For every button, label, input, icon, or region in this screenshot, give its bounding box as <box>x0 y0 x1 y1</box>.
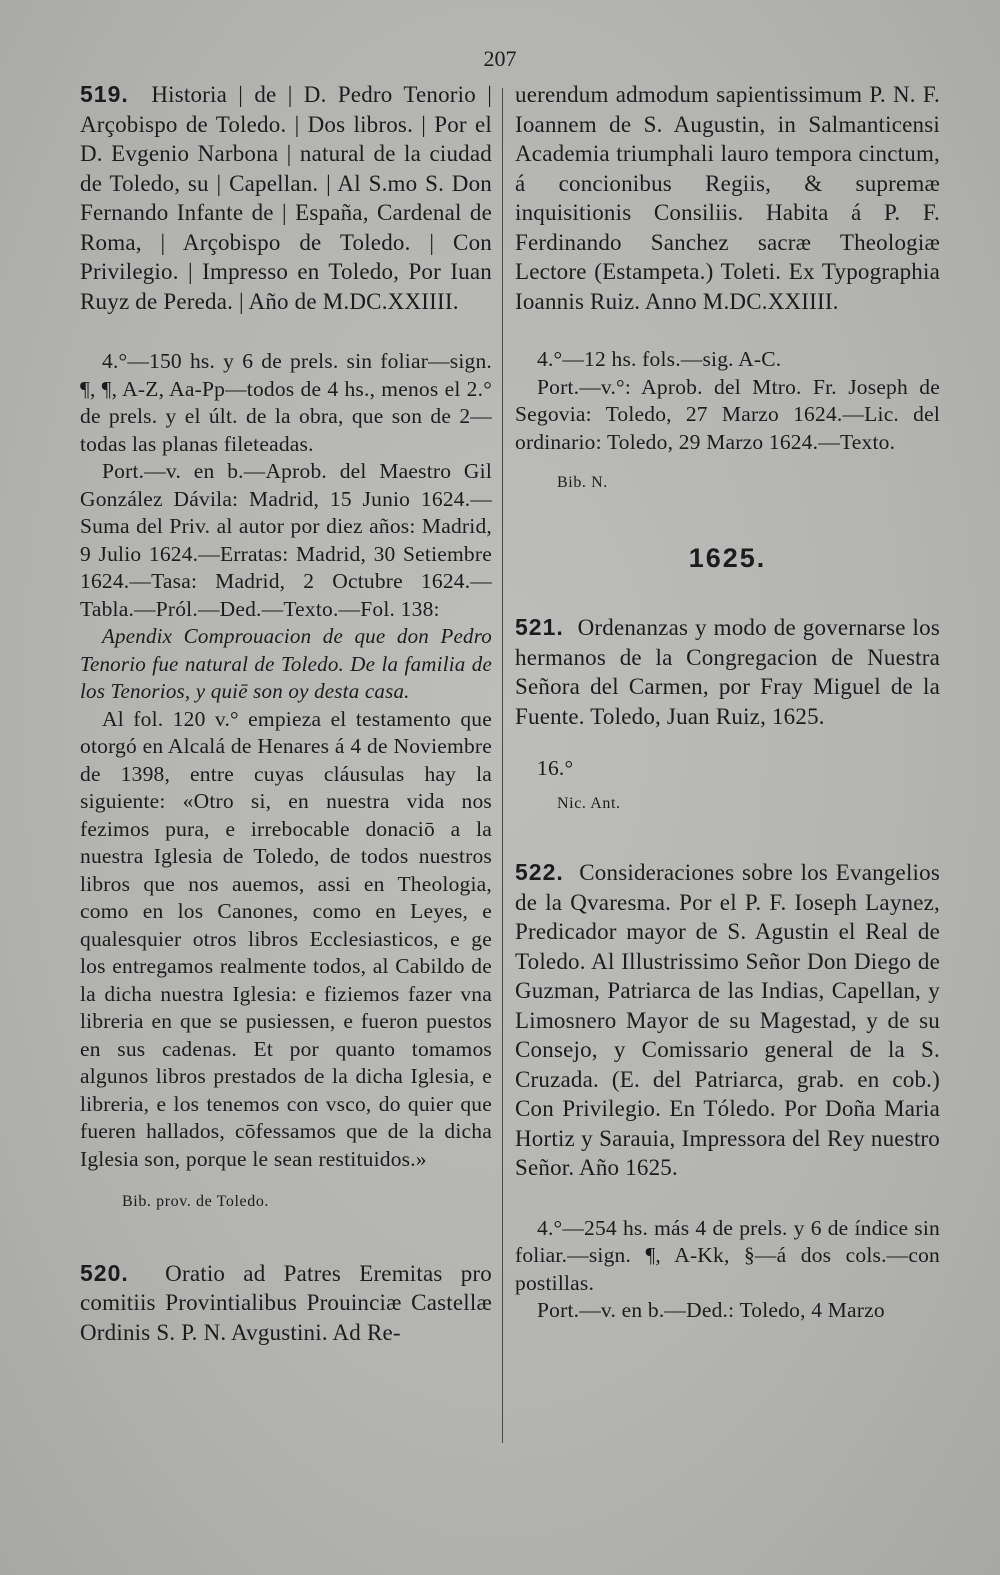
entry-519-title: Historia | de | D. Pedro Tenorio | Arçobispo de Toledo. | Dos libros. | Por el D. Evgenio Narbona | natural de la ciudad de Toledo, su | Capellan. | Al S.mo S. Don Fernando Infante de | España, Cardenal de Roma, | Arçobispo de Toledo. | Con Privilegio. | Impresso en Toledo, Por Iuan Ruyz de Pereda. | Año de M.DC.XXIIII. <box>80 82 492 314</box>
entry-522-contents: Port.—v. en b.—Ded.: Toledo, 4 Marzo <box>537 1298 885 1322</box>
entry-521-title: Ordenanzas y modo de governarse los hermanos de la Congregacion de Nuestra Señora del Carmen, por Fray Miguel de la Fuente. Toledo, Juan Ruiz, 1625. <box>515 615 940 729</box>
page-number: 207 <box>483 46 517 71</box>
entry-520-title-start: Oratio ad Patres Eremitas pro comitiis Provintialibus Prouinciæ Castellæ Ordinis S. P. N. Avgustini. Ad Re- <box>80 1260 492 1345</box>
entry-520-heading <box>80 1259 492 1348</box>
entry-519-testament: Al fol. 120 v.° empieza el testamento que otorgó en Alcalá de Henares á 4 de Noviembre de 1398, entre cuyas cláusulas hay la siguiente: «Otro si, en nuestra vida nos fezimos pura, e irrebocable donaciō a la nuestra Iglesia de Toledo, de todos nuestros libros que nos auemos, assi en Theologia, como en los Canones, como en Leyes, e qualesquier otros libros Ecclesiasticos, e ge los entregamos realmente todos, al Cabildo de la dicha nuestra Iglesia: e fiziemos fazer vna libreria en que se pusiessen, e fueron puestos en sus cadenas. Et por quanto tomamos algunos libros prestados de la dicha Iglesia, e libreria, e los tenemos con vsco, do quier que fueren hallados, cōfessamos que de la dicha Iglesia son, porque le sean restituidos.» <box>80 706 492 1171</box>
column-divider <box>502 88 503 1443</box>
entry-520-continued <box>515 80 940 498</box>
entry-519-location: Bib. prov. de Toledo. <box>122 1193 270 1210</box>
entry-520 <box>80 1259 492 1348</box>
entry-520-number: 520. <box>80 1259 129 1286</box>
entry-521 <box>515 613 940 818</box>
left-column <box>80 80 492 1347</box>
entry-522-number: 522. <box>515 859 564 885</box>
entry-522 <box>515 858 940 1325</box>
entry-519-appendix-note: Apendix Comprouacion de que don Pedro Tenorio fue natural de Toledo. De la familia de los Tenorios, y quiē son oy desta casa. <box>80 624 492 703</box>
entry-519-heading <box>80 80 492 316</box>
entry-519-contents: Port.—v. en b.—Aprob. del Maestro Gil González Dávila: Madrid, 15 Junio 1624.—Suma del Priv. al autor por diez años: Madrid, 9 Julio 1624.—Erratas: Madrid, 30 Setiembre 1624.—Tasa: Madrid, 2 Octubre 1624.—Tabla.—Pról.—Ded.—Texto.—Fol. 138: <box>80 459 492 621</box>
entry-520-location: Bib. N. <box>557 474 608 491</box>
entry-520-title-continued: uerendum admodum sapientissimum P. N. F. Ioannem de S. Augustin, in Salmanticensi Academia triumphali lauro tempora cinctum, á concionibus Regiis, & supremæ inquisitionis Consiliis. Habita á P. F. Ferdinando Sanchez sacræ Theologiæ Lectore (Estampeta.) Toleti. Ex Typographia Ioannis Ruiz. Anno M.DC.XXIIII. <box>515 82 940 314</box>
entry-521-location: Nic. Ant. <box>557 794 621 812</box>
entry-522-format: 4.°—254 hs. más 4 de prels. y 6 de índice sin foliar.—sign. ¶, A-Kk, §—á dos cols.—con postillas. <box>515 1215 940 1295</box>
entry-521-format: 16.° <box>537 756 574 780</box>
entry-520-contents: Port.—v.°: Aprob. del Mtro. Fr. Joseph de Segovia: Toledo, 27 Marzo 1624.—Lic. del ordinario: Toledo, 29 Marzo 1624.—Texto. <box>515 374 940 454</box>
year-heading: 1625. <box>688 542 767 573</box>
entry-520-format: 4.°—12 hs. fols.—sig. A-C. <box>537 347 782 371</box>
entry-519-format: 4.°—150 hs. y 6 de prels. sin foliar—sign. ¶, ¶, A-Z, Aa-Pp—todos de 4 hs., menos el 2.° de prels. y el últ. de la obra, que son de 2—todas las planas fileteadas. <box>80 349 492 456</box>
entry-519 <box>80 80 492 1217</box>
entry-522-heading <box>515 858 940 1183</box>
entry-521-heading <box>515 613 940 731</box>
right-column <box>515 80 940 1325</box>
entry-521-number: 521. <box>515 614 564 640</box>
entry-519-number: 519. <box>80 81 129 107</box>
entry-522-title: Consideraciones sobre los Evangelios de la Qvaresma. Por el P. F. Ioseph Laynez, Predicador mayor de S. Agustin el Real de Toledo. Al Illustrissimo Señor Don Diego de Guzman, Patriarca de las Indias, Capellan, y Limosnero Mayor de su Magestad, y de su Consejo, y Comissario general de la S. Cruzada. (E. del Patriarca, grab. en cob.) Con Privilegio. En Tóledo. Por Doña Maria Hortiz y Sarauia, Impressora del Rey nuestro Señor. Año 1625. <box>515 860 940 1180</box>
